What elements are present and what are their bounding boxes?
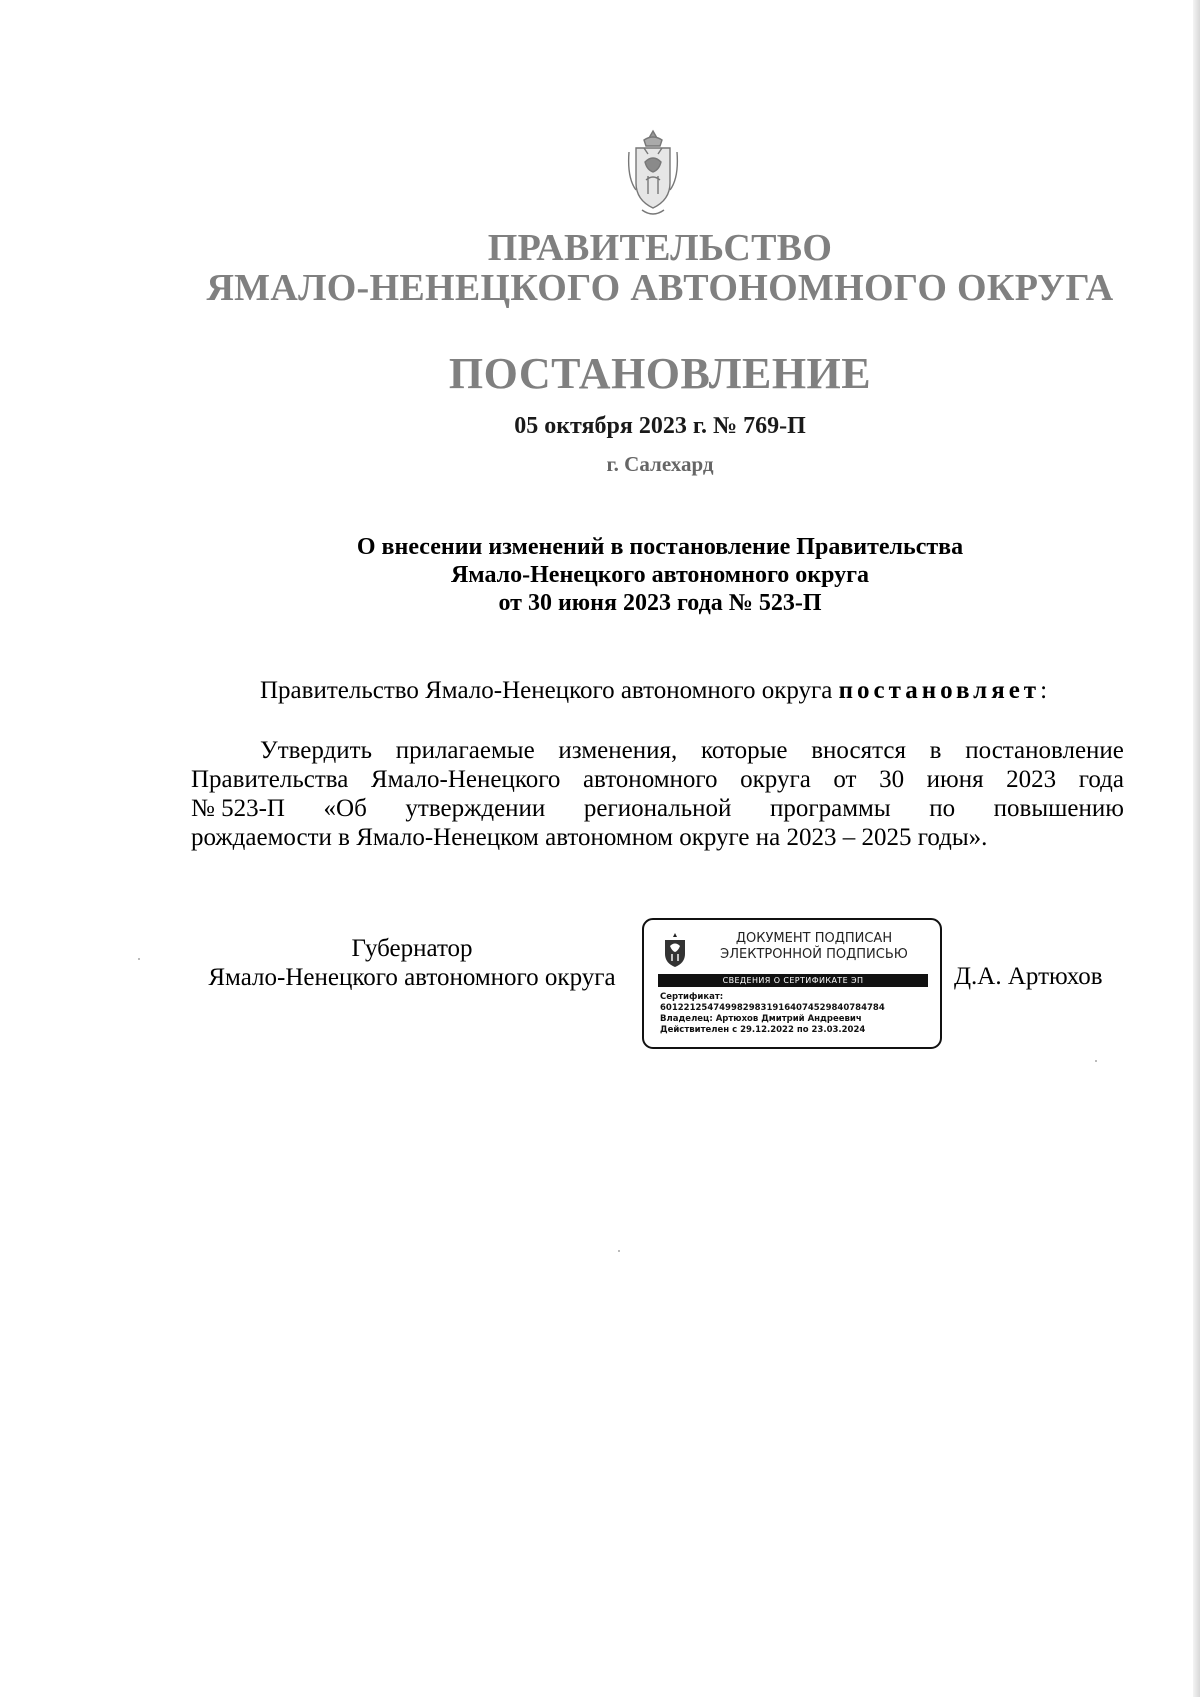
- signatory-position: [191, 934, 633, 992]
- paragraph-word: в: [929, 737, 942, 764]
- paragraph-word: округа: [740, 766, 811, 793]
- stamp-certificate-bar: СВЕДЕНИЯ О СЕРТИФИКАТЕ ЭП: [658, 974, 928, 987]
- position-line: Ямало-Ненецкого автономного округа: [208, 964, 616, 991]
- preamble-verb: постановляет: [838, 677, 1041, 704]
- position-line: Губернатор: [351, 935, 473, 962]
- document-subject: [0, 533, 1200, 617]
- paragraph-word: Ямало-Ненецкого: [370, 766, 561, 793]
- stamp-title-line: ДОКУМЕНТ ПОДПИСАН: [735, 931, 893, 946]
- paragraph-word: повышению: [993, 795, 1124, 822]
- paragraph-line: [191, 794, 1124, 823]
- certificate-number: 60122125474998298319164074529840784784: [660, 1003, 885, 1013]
- subject-line: Ямало-Ненецкого автономного округа: [450, 562, 870, 588]
- paragraph-word: 30: [879, 766, 905, 793]
- stamp-title: [692, 931, 936, 963]
- coat-of-arms-emblem: [626, 128, 680, 222]
- scan-speck: [1095, 1060, 1097, 1062]
- paragraph-word: прилагаемые: [395, 737, 535, 764]
- organization-title-line2: ЯМАЛО-НЕНЕЦКОГО АВТОНОМНОГО ОКРУГА: [206, 267, 1114, 309]
- organization-title-line1: ПРАВИТЕЛЬСТВО: [487, 227, 833, 269]
- certificate-owner: Владелец: Артюхов Дмитрий Андреевич: [660, 1014, 862, 1024]
- scan-speck: [138, 958, 140, 960]
- paragraph-word: постановление: [965, 737, 1124, 764]
- document-city: г. Салехард: [606, 452, 714, 476]
- paragraph-word: которые: [700, 737, 788, 764]
- paragraph-word: Правительства: [191, 766, 349, 793]
- preamble-colon: :: [1040, 677, 1048, 704]
- paragraph-word: июня: [926, 766, 984, 793]
- scan-speck: [618, 1250, 620, 1252]
- paragraph-word: № 523-П: [191, 795, 285, 822]
- document-type-heading: ПОСТАНОВЛЕНИЕ: [448, 349, 872, 398]
- paragraph-word: от: [833, 766, 857, 793]
- paragraph-word: «Об: [323, 795, 367, 822]
- stamp-certificate-info: [660, 992, 936, 1036]
- paragraph-line: рождаемости в Ямало-Ненецком автономном округе на 2023 – 2025 годы».: [191, 824, 988, 851]
- emblem-seal-icon: [662, 932, 688, 968]
- paragraph-word: 2023: [1006, 766, 1057, 793]
- paragraph-word: автономного: [582, 766, 718, 793]
- paragraph-word: изменения,: [558, 737, 678, 764]
- resolution-paragraph: [191, 736, 1124, 852]
- subject-line: от 30 июня 2023 года № 523-П: [498, 590, 822, 616]
- paragraph-word: региональной: [583, 795, 732, 822]
- certificate-label: Сертификат:: [660, 992, 724, 1002]
- preamble-paragraph: [260, 677, 1047, 705]
- preamble-text: Правительство Ямало-Ненецкого автономного округа: [260, 677, 839, 704]
- paragraph-word: утверждении: [405, 795, 546, 822]
- electronic-signature-stamp: [642, 918, 942, 1049]
- subject-line: О внесении изменений в постановление Правительства: [356, 534, 964, 560]
- signatory-name: Д.А. Артюхов: [954, 963, 1103, 990]
- stamp-title-line: ЭЛЕКТРОННОЙ ПОДПИСЬЮ: [720, 947, 908, 962]
- certificate-validity: Действителен с 29.12.2022 по 23.03.2024: [660, 1025, 866, 1035]
- paragraph-word: вносятся: [811, 737, 906, 764]
- paragraph-word: программы: [769, 795, 891, 822]
- paragraph-word: Утвердить: [260, 737, 372, 764]
- paragraph-line: [191, 765, 1124, 794]
- paragraph-word: года: [1078, 766, 1124, 793]
- paragraph-line: [191, 736, 1124, 765]
- document-date-number: 05 октября 2023 г. № 769-П: [514, 413, 806, 439]
- paragraph-word: по: [929, 795, 956, 822]
